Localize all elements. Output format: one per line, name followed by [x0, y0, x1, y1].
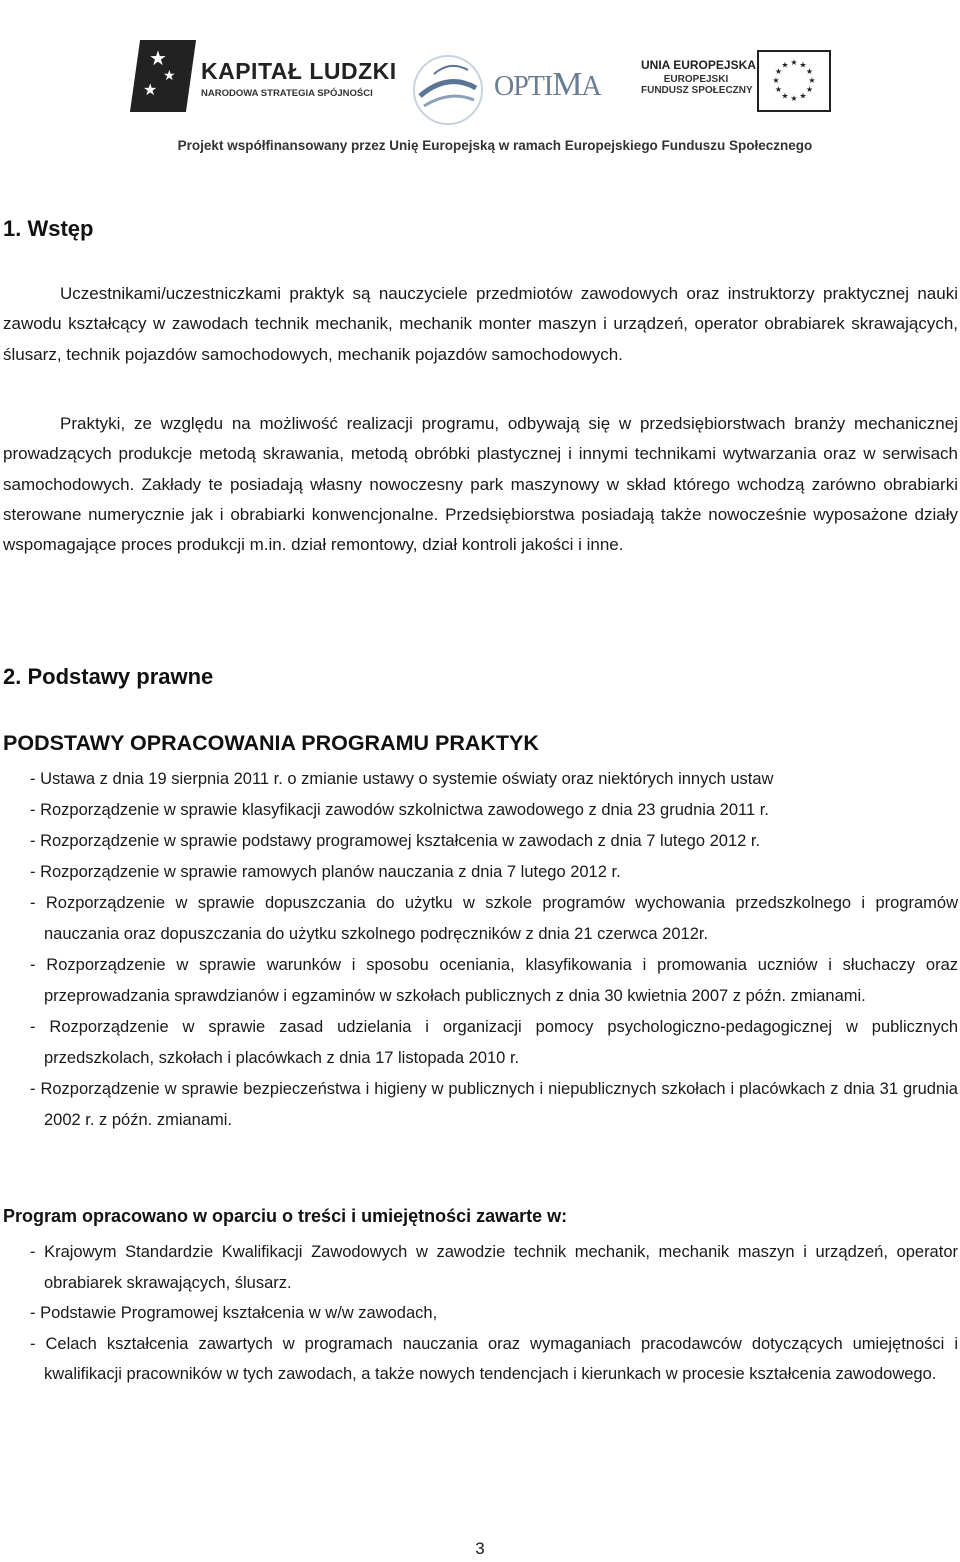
legal-basis-list: [30, 764, 958, 1136]
page-number: 3: [475, 1539, 485, 1558]
star-icon: ★: [163, 68, 176, 84]
list-item: - Rozporządzenie w sprawie ramowych planów nauczania z dnia 7 lutego 2012 r.: [30, 863, 621, 881]
list-item: - Krajowym Standardzie Kwalifikacji Zawodowych w zawodzie technik mechanik, mechanik maszyn i urządzeń, operator obrabiarek skrawających, ślusarz.: [30, 1243, 958, 1292]
fodn-logo: [410, 52, 486, 128]
legal-basis-subheading: PODSTAWY OPRACOWANIA PROGRAMU PRAKTYK: [3, 731, 539, 755]
svg-text:★: ★: [799, 91, 807, 101]
list-item: - Podstawie Programowej kształcenia w w/w zawodach,: [30, 1304, 438, 1322]
list-item: - Rozporządzenie w sprawie warunków i sposobu oceniania, klasyfikowania i promowania uczniów i słuchaczy oraz przeprowadzania sprawdzianów i egzaminów w szkołach publicznych z dnia 30 kwietnia 2007 z późn. zmianami.: [30, 956, 958, 1005]
ue-logo-text: [641, 58, 756, 96]
svg-text:★: ★: [781, 91, 789, 101]
optima-logo: OPTIMA: [494, 66, 601, 103]
star-icon: ★: [149, 46, 167, 70]
svg-text:★: ★: [805, 67, 814, 76]
svg-text:★: ★: [772, 76, 780, 85]
svg-text:★: ★: [808, 76, 816, 85]
svg-text:★: ★: [805, 85, 814, 94]
list-item: - Rozporządzenie w sprawie dopuszczania do użytku w szkole programów wychowania przedszkolnego i programów nauczania oraz dopuszczania do użytku szkolnego podręczników z dnia 21 czerwca 2012r.: [30, 894, 958, 943]
list-item: - Ustawa z dnia 19 sierpnia 2011 r. o zmianie ustawy o systemie oświaty oraz niektórych innych ustaw: [30, 770, 774, 788]
program-basis-heading: Program opracowano w oparciu o treści i umiejętności zawarte w:: [3, 1206, 568, 1226]
svg-text:★: ★: [781, 60, 789, 70]
star-icon: ★: [143, 80, 158, 99]
svg-text:★: ★: [790, 94, 798, 103]
ue-line3: FUNDUSZ SPOŁECZNY: [641, 85, 753, 96]
intro-paragraph-1: Uczestnikami/uczestniczkami praktyk są nauczyciele przedmiotów zawodowych oraz instruktorzy praktycznej nauki zawodu kształcący w zawodach technik mechanik, mechanik monter maszyn i urządzeń, operator obrabiarek skrawających, ślusarz, technik pojazdów samochodowych, mechanik pojazdów samochodowych.: [3, 284, 958, 364]
list-item: - Rozporządzenie w sprawie klasyfikacji zawodów szkolnictwa zawodowego z dnia 23 grudnia 2011 r.: [30, 801, 769, 819]
ue-line2: EUROPEJSKI: [663, 74, 729, 85]
page-header: [0, 0, 960, 170]
kapital-ludzki-subtitle: NARODOWA STRATEGIA SPÓJNOŚCI: [201, 88, 373, 99]
list-item: - Rozporządzenie w sprawie zasad udzielania i organizacji pomocy psychologiczno-pedagogicznej w publicznych przedszkolach, szkołach i placówkach z dnia 17 listopada 2010 r.: [30, 1018, 958, 1067]
section-heading-podstawy: 2. Podstawy prawne: [3, 664, 214, 689]
ue-line1: UNIA EUROPEJSKA: [641, 58, 756, 72]
list-item: - Rozporządzenie w sprawie podstawy programowej kształcenia w zawodach z dnia 7 lutego 2012 r.: [30, 832, 761, 850]
program-basis-list: [30, 1237, 958, 1390]
kapital-ludzki-title: KAPITAŁ LUDZKI: [201, 58, 397, 84]
intro-paragraph-2: Praktyki, ze względu na możliwość realizacji programu, odbywają się w przedsiębiorstwach branży mechanicznej prowadzących produkcje metodą skrawania, metodą obróbki plastycznej i innymi technikami wytwarzania oraz w serwisach samochodowych. Zakłady te posiadają własny nowoczesny park maszynowy w skład którego wchodzą zarówno obrabiarki sterowane numerycznie jak i obrabiarki konwencjonalne. Przedsiębiorstwa posiadają także nowocześnie wyposażone działy wspomagające proces produkcji m.in. dział remontowy, dział kontroli jakości i inne.: [3, 414, 958, 555]
svg-text:★: ★: [774, 67, 783, 76]
cofinancing-tagline: Projekt współfinansowany przez Unię Europejską w ramach Europejskiego Funduszu Społecznego: [177, 138, 813, 153]
section-heading-wstep: 1. Wstęp: [3, 216, 94, 241]
svg-text:★: ★: [774, 85, 783, 94]
list-item: - Celach kształcenia zawartych w programach nauczania oraz wymaganiach pracodawców dotyczących umiejętności i kwalifikacji pracowników w tych zawodach, a także nowych tendencjach i kierunkach w procesie kształcenia zawodowego.: [30, 1334, 958, 1383]
kapital-ludzki-logo: [135, 40, 397, 120]
list-item: - Rozporządzenie w sprawie bezpieczeństwa i higieny w publicznych i niepublicznych szkołach i placówkach z dnia 31 grudnia 2002 r. z późn. zmianami.: [30, 1080, 958, 1129]
svg-text:★: ★: [790, 58, 798, 67]
svg-text:★: ★: [799, 60, 807, 70]
eu-flag-icon: [757, 50, 831, 112]
